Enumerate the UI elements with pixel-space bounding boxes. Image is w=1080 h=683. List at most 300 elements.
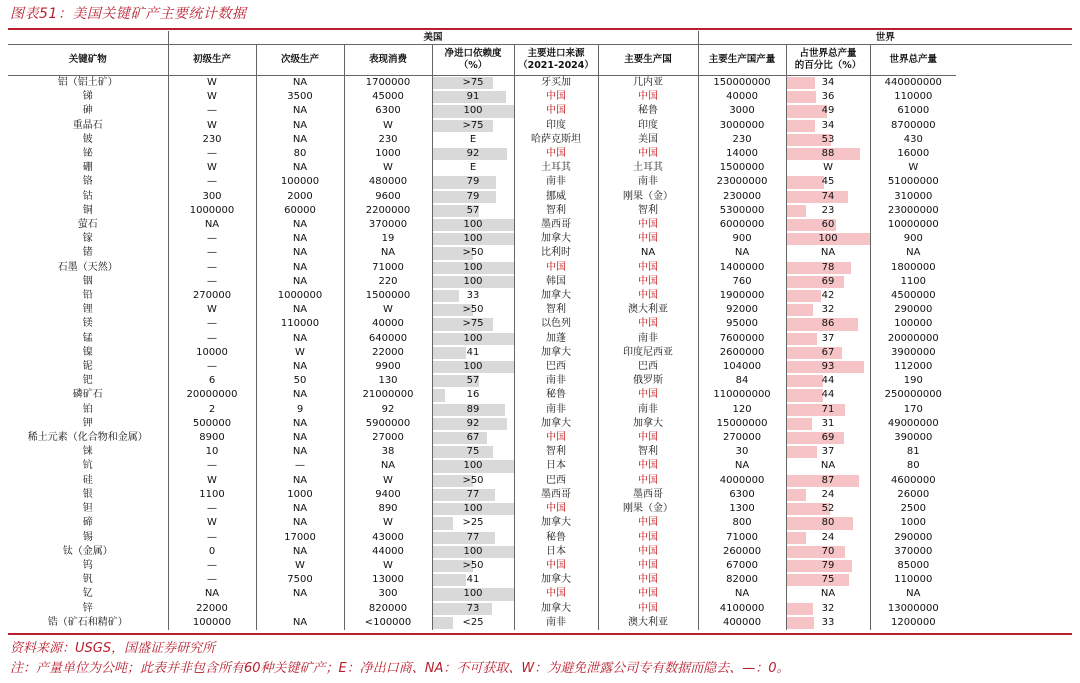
table-row (8, 502, 1072, 516)
mineral-cell: 稀土元素（化合物和金属） (27, 432, 148, 444)
world-share-value: 69 (821, 275, 835, 287)
producer-country-cell: 中国 (598, 516, 698, 530)
table-row (8, 545, 1072, 559)
table-row (8, 573, 1072, 587)
table-row (8, 275, 1072, 289)
world-total-cell: 1100 (870, 275, 956, 289)
producer-output-cell: NA (698, 246, 786, 260)
minerals-table-container (8, 31, 1072, 630)
primary-cell: 10 (168, 445, 256, 459)
secondary-cell: NA (256, 218, 344, 232)
secondary-cell: 100000 (256, 175, 344, 189)
world-total-cell: 290000 (870, 303, 956, 317)
col-import-source-line1: 主要进口来源 (527, 48, 585, 59)
import-source-cell: 加拿大 (514, 516, 598, 530)
producer-output-cell: 71000 (698, 531, 786, 545)
table-row (8, 119, 1072, 133)
secondary-cell: NA (256, 587, 344, 601)
dependence-value: 100 (463, 588, 483, 600)
producer-output-cell: 4100000 (698, 602, 786, 616)
import-source-cell: 智利 (514, 445, 598, 459)
dependence-cell (432, 261, 514, 275)
import-source-cell: 加拿大 (514, 417, 598, 431)
dependence-value: 79 (466, 190, 480, 202)
mineral-cell: 硅 (82, 474, 93, 486)
dependence-cell (432, 76, 514, 91)
secondary-cell: NA (256, 388, 344, 402)
secondary-cell: 2000 (256, 190, 344, 204)
producer-output-cell: 260000 (698, 545, 786, 559)
table-row (8, 332, 1072, 346)
consumption-cell: 640000 (344, 332, 432, 346)
primary-cell: 230 (168, 133, 256, 147)
world-share-value: 80 (821, 517, 835, 529)
world-share-cell (786, 417, 870, 431)
dependence-bar (433, 446, 494, 458)
producer-output-cell: 82000 (698, 573, 786, 587)
dependence-value: 100 (463, 261, 483, 273)
world-total-cell: 190 (870, 374, 956, 388)
table-row (8, 488, 1072, 502)
dependence-cell (432, 573, 514, 587)
world-share-cell (786, 545, 870, 559)
world-share-value: 45 (821, 176, 835, 188)
table-row (8, 303, 1072, 317)
import-source-cell: 日本 (514, 545, 598, 559)
mineral-cell: 银 (82, 488, 93, 500)
world-share-value: 44 (821, 389, 835, 401)
page-title: 图表51：美国关键矿产主要统计数据 (10, 6, 247, 22)
import-source-cell: 南非 (514, 403, 598, 417)
dependence-cell (432, 602, 514, 616)
dependence-cell (432, 317, 514, 331)
col-world-share (786, 45, 870, 76)
mineral-cell: 钒 (82, 574, 93, 586)
world-share-cell (786, 474, 870, 488)
dependence-cell (432, 190, 514, 204)
group-header-row (8, 31, 1072, 45)
world-total-cell: 110000 (870, 90, 956, 104)
world-share-bar (787, 262, 852, 274)
consumption-cell: 43000 (344, 531, 432, 545)
mineral-cell: 锌 (82, 602, 93, 614)
import-source-cell: 巴西 (514, 474, 598, 488)
producer-country-cell: 中国 (598, 602, 698, 616)
primary-cell: 1100 (168, 488, 256, 502)
secondary-cell: NA (256, 332, 344, 346)
consumption-cell: 71000 (344, 261, 432, 275)
world-share-bar (787, 290, 822, 302)
producer-country-cell: 中国 (598, 531, 698, 545)
producer-country-cell: 美国 (598, 133, 698, 147)
producer-country-cell: 中国 (598, 147, 698, 161)
world-share-value: 52 (821, 503, 835, 515)
world-share-cell (786, 516, 870, 530)
primary-cell: W (168, 90, 256, 104)
producer-output-cell: 30 (698, 445, 786, 459)
secondary-cell: 1000000 (256, 289, 344, 303)
consumption-cell: 480000 (344, 175, 432, 189)
consumption-cell: 2200000 (344, 204, 432, 218)
mineral-cell: 铜 (82, 204, 93, 216)
world-share-cell (786, 289, 870, 303)
secondary-cell: W (256, 559, 344, 573)
world-total-cell: 112000 (870, 360, 956, 374)
producer-country-cell: 中国 (598, 587, 698, 601)
col-producer-output: 主要生产国产量 (698, 45, 786, 76)
world-total-cell: 4500000 (870, 289, 956, 303)
mineral-cell: 钴 (82, 190, 93, 202)
world-total-cell: 430 (870, 133, 956, 147)
dependence-value: 89 (466, 403, 480, 415)
mineral-cell: 铼 (82, 446, 93, 458)
world-share-cell (786, 303, 870, 317)
producer-country-cell: 澳大利亚 (598, 303, 698, 317)
dependence-cell (432, 360, 514, 374)
world-total-cell: 310000 (870, 190, 956, 204)
col-world-share-line1: 占世界总产量 (799, 48, 857, 59)
primary-cell: 300 (168, 190, 256, 204)
world-share-value: 93 (821, 361, 835, 373)
consumption-cell: 45000 (344, 90, 432, 104)
primary-cell: 270000 (168, 289, 256, 303)
dependence-value: 77 (466, 531, 480, 543)
primary-cell: W (168, 303, 256, 317)
world-share-value: NA (820, 247, 836, 259)
world-share-value: 34 (821, 119, 835, 131)
table-row (8, 246, 1072, 260)
secondary-cell: NA (256, 104, 344, 118)
consumption-cell: 1500000 (344, 289, 432, 303)
dependence-cell (432, 175, 514, 189)
table-row (8, 403, 1072, 417)
import-source-cell: 日本 (514, 459, 598, 473)
table-row (8, 104, 1072, 118)
world-share-value: 88 (821, 148, 835, 160)
secondary-cell: NA (256, 246, 344, 260)
world-share-value: 71 (821, 403, 835, 415)
import-source-cell: 墨西哥 (514, 218, 598, 232)
secondary-cell: — (256, 459, 344, 473)
import-source-cell: 中国 (514, 502, 598, 516)
col-dependence (432, 45, 514, 76)
secondary-cell: 1000 (256, 488, 344, 502)
secondary-cell: 110000 (256, 317, 344, 331)
world-share-value: 34 (821, 77, 835, 88)
world-share-bar (787, 176, 824, 188)
dependence-bar (433, 489, 495, 501)
world-share-cell (786, 616, 870, 630)
world-total-cell: 100000 (870, 317, 956, 331)
dependence-cell (432, 161, 514, 175)
producer-output-cell: 1400000 (698, 261, 786, 275)
mineral-cell: 钾 (82, 417, 93, 429)
consumption-cell: 220 (344, 275, 432, 289)
col-dependence-line1: 净进口依赖度 (444, 48, 502, 59)
world-share-cell (786, 346, 870, 360)
secondary-cell: NA (256, 417, 344, 431)
table-row (8, 76, 1072, 91)
world-share-bar (787, 276, 844, 288)
producer-country-cell: 中国 (598, 431, 698, 445)
dependence-value: E (469, 162, 477, 174)
top-divider (8, 28, 1072, 30)
dependence-value: E (469, 133, 477, 145)
primary-cell: — (168, 175, 256, 189)
import-source-cell: 智利 (514, 204, 598, 218)
producer-country-cell: 南非 (598, 175, 698, 189)
consumption-cell: 9900 (344, 360, 432, 374)
consumption-cell: 230 (344, 133, 432, 147)
table-row (8, 388, 1072, 402)
producer-output-cell: 4000000 (698, 474, 786, 488)
world-share-bar (787, 603, 814, 615)
consumption-cell: NA (344, 459, 432, 473)
producer-country-cell: 土耳其 (598, 161, 698, 175)
table-row (8, 317, 1072, 331)
col-producer-country: 主要生产国 (598, 45, 698, 76)
dependence-bar (433, 574, 466, 586)
dependence-cell (432, 275, 514, 289)
mineral-cell: 镓 (82, 233, 93, 245)
world-total-cell: 13000000 (870, 602, 956, 616)
dependence-cell (432, 104, 514, 118)
world-share-value: 42 (821, 290, 835, 302)
world-total-cell: 1000 (870, 516, 956, 530)
dependence-bar (433, 191, 497, 203)
world-share-cell (786, 275, 870, 289)
producer-country-cell: NA (598, 246, 698, 260)
dependence-bar (433, 176, 497, 188)
primary-cell: 22000 (168, 602, 256, 616)
producer-country-cell: 俄罗斯 (598, 374, 698, 388)
secondary-cell: 50 (256, 374, 344, 388)
import-source-cell: 牙买加 (514, 76, 598, 91)
producer-output-cell: 270000 (698, 431, 786, 445)
dependence-cell (432, 488, 514, 502)
world-share-value: 24 (821, 531, 835, 543)
mineral-cell: 铅 (82, 290, 93, 302)
world-share-cell (786, 445, 870, 459)
table-row (8, 204, 1072, 218)
world-share-cell (786, 317, 870, 331)
dependence-value: 100 (463, 275, 483, 287)
world-share-value: 23 (821, 204, 835, 216)
world-total-cell: 370000 (870, 545, 956, 559)
table-row (8, 531, 1072, 545)
world-total-cell: W (870, 161, 956, 175)
dependence-value: 75 (466, 446, 480, 458)
dependence-cell (432, 346, 514, 360)
import-source-cell: 中国 (514, 261, 598, 275)
table-row (8, 616, 1072, 630)
producer-country-cell: 秘鲁 (598, 104, 698, 118)
mineral-cell: 锆（矿石和精矿） (47, 616, 128, 628)
producer-output-cell: 23000000 (698, 175, 786, 189)
primary-cell: — (168, 104, 256, 118)
primary-cell: — (168, 232, 256, 246)
primary-cell: — (168, 573, 256, 587)
dependence-cell (432, 303, 514, 317)
producer-output-cell: 84 (698, 374, 786, 388)
consumption-cell: <100000 (344, 616, 432, 630)
table-row (8, 232, 1072, 246)
dependence-bar (433, 290, 460, 302)
world-share-cell (786, 147, 870, 161)
world-total-cell: 1200000 (870, 616, 956, 630)
import-source-cell: 加拿大 (514, 602, 598, 616)
consumption-cell: W (344, 119, 432, 133)
mineral-cell: 锰 (82, 332, 93, 344)
producer-country-cell: 刚果（金） (598, 502, 698, 516)
table-row (8, 587, 1072, 601)
dependence-cell (432, 90, 514, 104)
dependence-cell (432, 474, 514, 488)
mineral-cell: 石墨（天然） (57, 261, 118, 273)
world-share-value: 24 (821, 488, 835, 500)
dependence-cell (432, 246, 514, 260)
dependence-bar (433, 389, 446, 401)
table-row (8, 474, 1072, 488)
world-share-bar (787, 517, 853, 529)
minerals-table (8, 31, 1072, 630)
secondary-cell: NA (256, 431, 344, 445)
primary-cell: — (168, 275, 256, 289)
producer-output-cell: 95000 (698, 317, 786, 331)
producer-output-cell: 92000 (698, 303, 786, 317)
dependence-value: >75 (462, 77, 484, 88)
secondary-cell: 80 (256, 147, 344, 161)
primary-cell: — (168, 531, 256, 545)
import-source-cell: 巴西 (514, 360, 598, 374)
world-share-value: 44 (821, 375, 835, 387)
dependence-value: 91 (466, 91, 480, 103)
primary-cell: 20000000 (168, 388, 256, 402)
dependence-value: 92 (466, 417, 480, 429)
world-share-value: 37 (821, 332, 835, 344)
consumption-cell: 22000 (344, 346, 432, 360)
world-share-cell (786, 459, 870, 473)
world-share-value: NA (820, 460, 836, 472)
producer-output-cell: 7600000 (698, 332, 786, 346)
group-world: 世界 (698, 31, 1072, 45)
world-share-cell (786, 488, 870, 502)
import-source-cell: 比利时 (514, 246, 598, 260)
dependence-value: >50 (462, 304, 484, 316)
import-source-cell: 南非 (514, 374, 598, 388)
secondary-cell: 3500 (256, 90, 344, 104)
world-share-value: 53 (821, 133, 835, 145)
primary-cell: — (168, 261, 256, 275)
world-share-cell (786, 332, 870, 346)
table-row (8, 516, 1072, 530)
producer-country-cell: 印度尼西亚 (598, 346, 698, 360)
primary-cell: 1000000 (168, 204, 256, 218)
world-share-cell (786, 403, 870, 417)
world-share-value: 69 (821, 432, 835, 444)
world-share-value: 79 (821, 559, 835, 571)
world-share-value: 33 (821, 616, 835, 628)
import-source-cell: 中国 (514, 147, 598, 161)
consumption-cell: 40000 (344, 317, 432, 331)
consumption-cell: 370000 (344, 218, 432, 232)
dependence-value: 16 (466, 389, 480, 401)
world-share-cell (786, 587, 870, 601)
consumption-cell: 820000 (344, 602, 432, 616)
import-source-cell: 中国 (514, 587, 598, 601)
footnote: 注：产量单位为公吨；此表并非包含所有60种关键矿产；E：净出口商、NA：不可获取、W：为避免泄露公司专有数据而隐去、—：0。 (10, 661, 790, 676)
producer-country-cell: 中国 (598, 573, 698, 587)
column-header-row (8, 45, 1072, 76)
world-total-cell: 49000000 (870, 417, 956, 431)
dependence-cell (432, 147, 514, 161)
consumption-cell: 300 (344, 587, 432, 601)
dependence-value: 79 (466, 176, 480, 188)
dependence-value: 33 (466, 290, 480, 302)
table-row (8, 346, 1072, 360)
world-share-cell (786, 246, 870, 260)
table-row (8, 559, 1072, 573)
primary-cell: — (168, 332, 256, 346)
producer-country-cell: 南非 (598, 403, 698, 417)
secondary-cell: 7500 (256, 573, 344, 587)
table-row (8, 90, 1072, 104)
import-source-cell: 以色列 (514, 317, 598, 331)
col-import-source (514, 45, 598, 76)
world-share-cell (786, 374, 870, 388)
producer-output-cell: 230000 (698, 190, 786, 204)
world-share-bar (787, 120, 815, 132)
dependence-bar (433, 603, 492, 615)
mineral-cell: 镍 (82, 346, 93, 358)
mineral-cell: 砷 (82, 105, 93, 117)
consumption-cell: 130 (344, 374, 432, 388)
table-row (8, 360, 1072, 374)
world-share-cell (786, 119, 870, 133)
producer-output-cell: 400000 (698, 616, 786, 630)
producer-country-cell: 印度 (598, 119, 698, 133)
producer-output-cell: 6300 (698, 488, 786, 502)
producer-output-cell: 15000000 (698, 417, 786, 431)
secondary-cell: NA (256, 616, 344, 630)
consumption-cell: 27000 (344, 431, 432, 445)
world-total-cell: 110000 (870, 573, 956, 587)
mineral-cell: 钪 (82, 460, 93, 472)
primary-cell: W (168, 516, 256, 530)
consumption-cell: 38 (344, 445, 432, 459)
producer-output-cell: 760 (698, 275, 786, 289)
dependence-cell (432, 587, 514, 601)
producer-output-cell: 110000000 (698, 388, 786, 402)
mineral-cell: 重晶石 (72, 119, 103, 131)
world-total-cell: 2500 (870, 502, 956, 516)
dependence-value: 100 (463, 503, 483, 515)
dependence-cell (432, 616, 514, 630)
world-share-cell (786, 559, 870, 573)
consumption-cell: 21000000 (344, 388, 432, 402)
consumption-cell: W (344, 303, 432, 317)
col-primary: 初级生产 (168, 45, 256, 76)
secondary-cell: NA (256, 161, 344, 175)
world-total-cell: 81 (870, 445, 956, 459)
world-share-cell (786, 388, 870, 402)
dependence-value: >50 (462, 474, 484, 486)
world-share-bar (787, 91, 817, 103)
group-blank (8, 31, 168, 45)
consumption-cell: 9400 (344, 488, 432, 502)
mineral-cell: 钯 (82, 375, 93, 387)
producer-output-cell: 1300 (698, 502, 786, 516)
